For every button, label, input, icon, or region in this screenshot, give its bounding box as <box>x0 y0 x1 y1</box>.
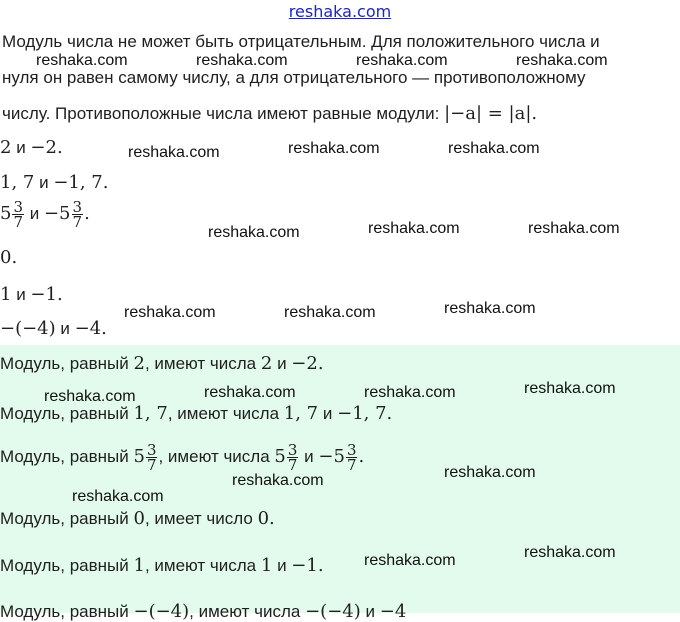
watermark: reshaka.com <box>356 52 448 69</box>
pair-row-2 <box>0 172 108 193</box>
pair-6-conj: и <box>60 319 70 338</box>
pair-3-whole: 5 <box>0 202 12 224</box>
pair-2-conj: и <box>39 173 49 192</box>
pair-3-whole2: −5 <box>43 202 71 224</box>
pair-5-a: 1 <box>0 284 12 305</box>
pair-2-a: 1, 7 <box>0 172 35 193</box>
pair-1-conj: и <box>16 138 26 157</box>
watermark: reshaka.com <box>72 488 164 505</box>
pair-row-3: 5 $\frac{3}{7}$ и −5 $\frac{3}{7}$ . <box>0 198 90 231</box>
pair-3-fraction: $\frac{3}{7}$ <box>13 198 23 231</box>
pair-3-conj: и <box>29 203 40 223</box>
pair-2-b: −1, 7. <box>53 172 109 193</box>
watermark: reshaka.com <box>36 52 128 69</box>
pair-6-a: −(−4) <box>0 318 56 339</box>
pair-6-b: −4. <box>74 318 107 339</box>
pair-1-a: 2 <box>0 137 12 158</box>
watermark: reshaka.com <box>528 220 620 237</box>
watermark: reshaka.com <box>44 388 136 405</box>
watermark: reshaka.com <box>128 144 220 161</box>
watermark: reshaka.com <box>444 464 536 481</box>
watermark: reshaka.com <box>524 544 616 561</box>
answer-row-1: Модуль, равный 2, имеют числа 2 и −2. <box>0 353 324 374</box>
pair-4-a: 0. <box>0 247 18 268</box>
site-header-link[interactable]: reshaka.com <box>288 2 392 21</box>
watermark: reshaka.com <box>364 552 456 569</box>
watermark: reshaka.com <box>196 52 288 69</box>
watermark: reshaka.com <box>232 472 324 489</box>
intro-line-1: Модуль числа не может быть отрицательным. Для положительного числа и <box>2 32 600 51</box>
watermark: reshaka.com <box>516 52 608 69</box>
pair-1-b: −2. <box>30 137 63 158</box>
answer-row-4: Модуль, равный 0, имеет число 0. <box>0 508 275 529</box>
watermark: reshaka.com <box>284 304 376 321</box>
watermark: reshaka.com <box>448 140 540 157</box>
intro-line-3-text: числу. Противоположные числа имеют равные модули: <box>2 104 440 123</box>
watermark: reshaka.com <box>204 384 296 401</box>
pair-3-fraction-2: $\frac{3}{7}$ <box>72 198 83 231</box>
answer-3-fraction-1: $\frac{3}{7}$ <box>146 441 157 474</box>
watermark: reshaka.com <box>364 384 456 401</box>
watermark: reshaka.com <box>288 140 380 157</box>
answer-3-fraction-2: $\frac{3}{7}$ <box>287 441 298 474</box>
answer-row-2: Модуль, равный 1, 7, имеют числа 1, 7 и −1, 7. <box>0 403 393 424</box>
answer-row-3: Модуль, равный 5 $\frac{3}{7}$ , имеют числа 5 $\frac{3}{7}$ и −5 $\frac{3}{7}$ . <box>0 441 365 474</box>
pair-row-5 <box>0 284 63 305</box>
pair-5-conj: и <box>16 285 26 304</box>
answer-3-fraction-3: $\frac{3}{7}$ <box>346 441 357 474</box>
watermark: reshaka.com <box>208 224 300 241</box>
modulus-formula: |−a| = |a|. <box>444 103 538 124</box>
watermark: reshaka.com <box>524 380 616 397</box>
watermark: reshaka.com <box>124 304 216 321</box>
answer-row-6: Модуль, равный −(−4), имеют числа −(−4) и −4 <box>0 601 407 622</box>
watermark: reshaka.com <box>444 300 536 317</box>
intro-line-2: нуля он равен самому числу, а для отрицательного — противоположному <box>2 68 586 87</box>
pair-row-1 <box>0 137 63 158</box>
pair-5-b: −1. <box>30 284 63 305</box>
answer-row-5: Модуль, равный 1, имеют числа 1 и −1. <box>0 555 324 576</box>
pair-row-4 <box>0 247 17 268</box>
pair-row-6 <box>0 318 107 339</box>
watermark: reshaka.com <box>368 220 460 237</box>
intro-line-3 <box>2 104 537 124</box>
